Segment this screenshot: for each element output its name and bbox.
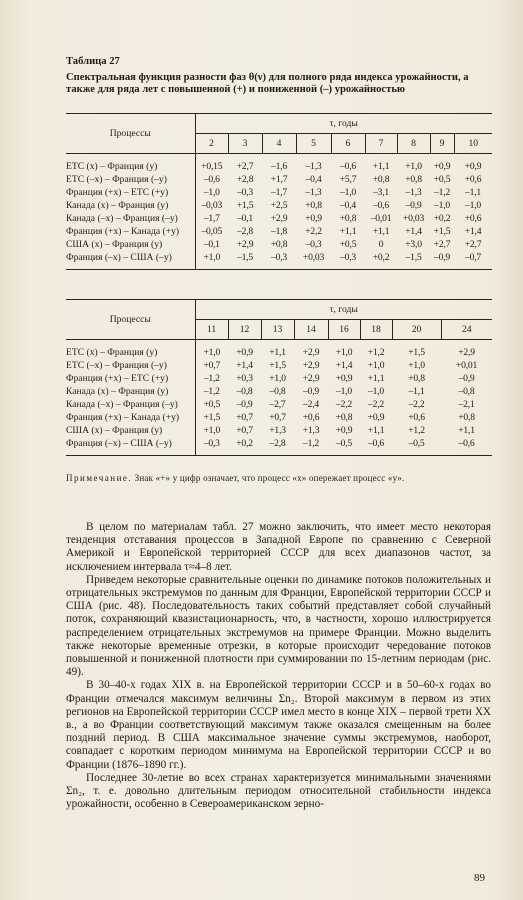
table-cell: +0,8	[270, 239, 288, 250]
tau-column-header: 16	[328, 320, 360, 340]
table-cell: –0,6	[373, 200, 389, 211]
row-label: Канада (x) – Франция (y)	[66, 199, 195, 212]
table-row	[66, 173, 492, 186]
table-cell: –1,5	[237, 252, 253, 263]
row-label: ЕТС (–x) – Франция (–y)	[66, 173, 195, 186]
tau-column-header: 6	[331, 134, 365, 154]
table-cell: +1,1	[367, 373, 385, 384]
table-cell: +0,5	[339, 239, 357, 250]
row-label: Франция (–x) – США (–y)	[66, 251, 195, 264]
table-row	[66, 424, 492, 437]
table-cell: +1,3	[269, 425, 286, 436]
table-cell: –0,6	[368, 438, 384, 449]
column-header-tau: τ, годы	[195, 300, 492, 320]
table-cell: –0,5	[408, 438, 425, 449]
column-header-tau: τ, годы	[195, 114, 492, 134]
table-cell: +0,8	[372, 174, 390, 185]
table-cell: –2,4	[303, 399, 319, 410]
table-cell: +1,4	[464, 226, 482, 237]
table-cell: –2,8	[237, 226, 253, 237]
table-cell: +2,9	[236, 239, 254, 250]
table-cell: –0,9	[405, 200, 422, 211]
table-cell: +5,7	[339, 174, 357, 185]
table-cell: +0,2	[433, 213, 451, 224]
table-cell: –0,05	[201, 226, 223, 237]
table-cell: –1,2	[434, 187, 450, 198]
table-cell: –1,3	[305, 161, 322, 172]
table-cell: +1,4	[405, 226, 422, 237]
table-cell: –1,3	[305, 187, 322, 198]
table-cell: –0,8	[458, 386, 475, 397]
row-label: Канада (x) – Франция (y)	[66, 385, 195, 398]
table-cell: –0,6	[458, 438, 475, 449]
body-text	[66, 521, 491, 811]
table-cell: –0,9	[236, 399, 253, 410]
table-cell: +2,9	[302, 347, 320, 358]
table-cell: –1,0	[336, 386, 352, 397]
table-cell: –1,6	[271, 161, 287, 172]
table-row	[66, 199, 492, 212]
table-cell: –1,3	[405, 187, 422, 198]
table-cell: +2,5	[270, 200, 288, 211]
row-label: США (x) – Франция (y)	[66, 238, 195, 251]
table-cell: –1,7	[203, 213, 220, 224]
table-cell: +2,7	[236, 161, 254, 172]
table-cell: +1,5	[408, 347, 425, 358]
table-cell: +0,9	[335, 373, 353, 384]
tau-column-header: 24	[441, 320, 492, 340]
table-cell: –1,2	[203, 386, 220, 397]
row-label: ЕТС (x) – Франция (y)	[66, 346, 195, 359]
table-row	[66, 398, 492, 411]
table-cell: +1,2	[367, 347, 385, 358]
table-cell: –1,0	[340, 187, 356, 198]
table-cell: +0,5	[203, 399, 221, 410]
tau-column-header: 7	[365, 134, 397, 154]
column-header-processes: Процессы	[66, 114, 195, 154]
row-label: Франция (+x) – Канада (+y)	[66, 411, 195, 424]
table-cell: –0,9	[303, 386, 319, 397]
table-cell: +0,9	[305, 213, 322, 224]
table-cell: +0,2	[372, 252, 390, 263]
table-cell: +1,2	[408, 425, 425, 436]
table-cell: +1,0	[203, 347, 221, 358]
table-cell: +2,7	[464, 239, 482, 250]
paragraph: Приведем некоторые сравнительные оценки по динамике потоков положительных и отрицательных экстремумов по данным для Франции, Европейской территории СССР и США (рис. 48). Последовательность таких событий представляет собой случайный поток, сохраняющий квазистационарность, что, в частности, хорошо иллюстрируется распределением отрицательных экстремумов на примере Франции. Можно выделить также некоторые временные отрезки, в которые происходит чередование потоков повышенной и пониженной плотности при суммировании по 15-летним периодам (рис. 49).	[66, 573, 491, 679]
table-cell: –2,2	[408, 399, 425, 410]
table-cell: –1,1	[465, 187, 481, 198]
table-cell: +2,9	[302, 373, 320, 384]
row-label: Франция (+x) – ЕТС (+y)	[66, 372, 195, 385]
table-cell: +0,15	[201, 161, 223, 172]
tau-column-header: 11	[195, 320, 228, 340]
table-cell: +0,6	[408, 412, 425, 423]
table-cell: –2,2	[336, 399, 352, 410]
table-cell: +0,01	[455, 360, 478, 371]
table-cell: –0,3	[237, 187, 253, 198]
table-cell: –1,0	[368, 386, 384, 397]
table-row	[66, 186, 492, 199]
table-cell: +0,8	[339, 213, 357, 224]
table-cell: +0,7	[236, 412, 253, 423]
table-cell: +1,0	[203, 425, 221, 436]
table-row	[66, 411, 492, 424]
table-row	[66, 372, 492, 385]
table-cell: –2,1	[458, 399, 475, 410]
table-cell: –1,2	[303, 438, 319, 449]
table-number: Таблица 27	[66, 56, 120, 67]
table-cell: +0,7	[236, 425, 253, 436]
table-cell: +0,7	[269, 412, 286, 423]
table-row	[66, 160, 492, 173]
table-cell: +1,4	[236, 360, 253, 371]
table-cell: +0,7	[203, 360, 221, 371]
table-cell: +1,0	[203, 252, 221, 263]
table-row	[66, 385, 492, 398]
table-cell: –0,1	[203, 239, 220, 250]
tau-column-header: 9	[430, 134, 454, 154]
table-cell: –0,6	[340, 161, 356, 172]
table-cell: +1,1	[372, 226, 390, 237]
table-cell: +1,3	[302, 425, 320, 436]
table-cell: +1,1	[372, 161, 390, 172]
table-title: Спектральная функция разности фаз θ(ν) для полного ряда индекса урожайности, а также для ряда лет с повышенной (+) и пониженной (–) урожайностью	[66, 72, 469, 95]
table-cell: 0	[378, 239, 384, 250]
table-cell: +3,0	[405, 239, 422, 250]
table-cell: +1,0	[405, 161, 422, 172]
table-cell: +0,9	[433, 161, 451, 172]
note-heading: Примечание.	[66, 473, 133, 483]
row-label: Канада (–x) – Франция (–y)	[66, 212, 195, 225]
table-cell: +1,1	[269, 347, 286, 358]
paragraph: В целом по материалам табл. 27 можно заключить, что имеет место некоторая тенденция отставания процессов в Западной Европе по сравнению с Северной Америкой и Европейской территорией СССР для всех диапазонов частот, за исключением интервала τ≈4–8 лет.	[66, 521, 491, 573]
paragraph: Последнее 30-летие во всех странах характеризуется минимальными значениями Σn₂, т. е. довольно длительным периодом относительной стабильности индекса урожайности, особенно в Североамериканском зерно-	[66, 771, 491, 811]
table-cell: +1,4	[335, 360, 353, 371]
table-row	[66, 225, 492, 238]
table-cell: –1,1	[408, 386, 425, 397]
table-cell: +0,9	[464, 161, 482, 172]
column-header-processes: Процессы	[66, 300, 195, 340]
table-cell: –2,8	[269, 438, 286, 449]
table-cell: +1,1	[339, 226, 357, 237]
table-cell: +1,5	[269, 360, 286, 371]
table-cell: –0,5	[336, 438, 352, 449]
table-cell: –0,3	[203, 438, 220, 449]
table-cell: –0,3	[340, 252, 356, 263]
table-cell: +0,5	[433, 174, 451, 185]
row-label: ЕТС (x) – Франция (y)	[66, 160, 195, 173]
table-cell: –2,2	[368, 399, 384, 410]
table-cell: +2,8	[236, 174, 254, 185]
table-cell: –1,8	[271, 226, 287, 237]
table-cell: +0,6	[464, 213, 482, 224]
table-cell: +0,8	[458, 412, 475, 423]
table-cell: +0,6	[464, 174, 482, 185]
table-row	[66, 437, 492, 450]
table-cell: –0,8	[236, 386, 253, 397]
table-cell: +0,9	[335, 425, 353, 436]
table-cell: –0,8	[269, 386, 286, 397]
table-cell: +2,7	[433, 239, 451, 250]
table-cell: +0,6	[302, 412, 320, 423]
tau-column-header: 3	[228, 134, 262, 154]
row-label: Канада (–x) – Франция (–y)	[66, 398, 195, 411]
table-cell: –1,0	[434, 200, 450, 211]
table-cell: +2,9	[302, 360, 320, 371]
table-cell: +1,1	[458, 425, 475, 436]
table-cell: +1,0	[335, 347, 353, 358]
tau-column-header: 5	[296, 134, 331, 154]
table-cell: –0,4	[305, 174, 322, 185]
table-cell: +1,5	[203, 412, 221, 423]
row-label: США (x) – Франция (y)	[66, 424, 195, 437]
table-cell: –1,0	[465, 200, 481, 211]
row-label: Франция (–x) – США (–y)	[66, 437, 195, 450]
tau-column-header: 20	[392, 320, 441, 340]
row-label: Франция (+x) – ЕТС (+y)	[66, 186, 195, 199]
tau-column-header: 10	[454, 134, 492, 154]
spectral-phase-table-2	[66, 299, 492, 456]
table-row	[66, 238, 492, 251]
table-cell: +2,9	[458, 347, 475, 358]
table-cell: +2,9	[270, 213, 288, 224]
tau-column-header: 4	[262, 134, 296, 154]
table-cell: –0,7	[465, 252, 481, 263]
table-cell: –0,4	[340, 200, 356, 211]
table-cell: +0,03	[402, 213, 425, 224]
table-cell: +0,8	[405, 174, 422, 185]
table-cell: +0,8	[335, 412, 353, 423]
page-number: 89	[474, 872, 485, 884]
row-label: Франция (+x) – Канада (+y)	[66, 225, 195, 238]
table-cell: –0,3	[305, 239, 322, 250]
tau-column-header: 12	[228, 320, 261, 340]
tau-column-header: 18	[360, 320, 392, 340]
table-cell: +1,7	[270, 174, 288, 185]
tau-column-header: 8	[397, 134, 430, 154]
table-cell: +0,8	[408, 373, 425, 384]
table-cell: +1,5	[236, 200, 254, 211]
tau-column-header: 14	[294, 320, 328, 340]
table-cell: +1,0	[367, 360, 385, 371]
table-cell: –1,5	[405, 252, 422, 263]
table-cell: +0,3	[236, 373, 253, 384]
table-cell: –0,9	[434, 252, 450, 263]
table-cell: –0,3	[271, 252, 287, 263]
table-cell: +0,8	[305, 200, 322, 211]
spectral-phase-table-1	[66, 113, 492, 270]
tau-column-header: 2	[195, 134, 228, 154]
table-cell: –3,1	[373, 187, 389, 198]
row-label: ЕТС (–x) – Франция (–y)	[66, 359, 195, 372]
table-cell: +1,5	[433, 226, 451, 237]
table-cell: –0,6	[203, 174, 220, 185]
table-row	[66, 346, 492, 359]
table-cell: +2,2	[305, 226, 322, 237]
table-row	[66, 359, 492, 372]
tau-column-header: 13	[261, 320, 294, 340]
table-cell: –1,2	[203, 373, 220, 384]
table-note	[66, 473, 496, 483]
table-cell: +0,9	[367, 412, 385, 423]
paragraph: В 30–40-х годах XIX в. на Европейской территории СССР и в 50–60-х годах во Франции отмечался максимум величины Σn₂. Второй максимум в первом из этих регионов на Европейской территории СССР имел место в конце XIX – первой трети XX в., а во Франции соответствующий максимум также оказался смещенным на более поздний период. В США максимальное значение суммы экстремумов, наоборот, совпадает с коротким периодом минимума на Европейской территории СССР и во Франции (1876–1890 гг.).	[66, 679, 491, 771]
table-cell: –1,7	[271, 187, 287, 198]
table-cell: –0,9	[458, 373, 475, 384]
table-cell: +1,1	[367, 425, 385, 436]
table-cell: +1,0	[269, 373, 286, 384]
table-caption	[66, 56, 486, 96]
table-cell: –0,1	[237, 213, 253, 224]
table-cell: –0,03	[201, 200, 223, 211]
table-row	[66, 251, 492, 264]
table-row	[66, 212, 492, 225]
note-text: Знак «+» у цифр означает, что процесс «x» опережает процесс «y».	[134, 473, 405, 483]
table-cell: +1,0	[408, 360, 425, 371]
table-cell: –0,01	[370, 213, 392, 224]
table-cell: –2,7	[269, 399, 286, 410]
table-cell: –1,0	[203, 187, 220, 198]
table-cell: +0,03	[302, 252, 325, 263]
table-cell: +0,2	[236, 438, 253, 449]
table-cell: +0,9	[236, 347, 253, 358]
